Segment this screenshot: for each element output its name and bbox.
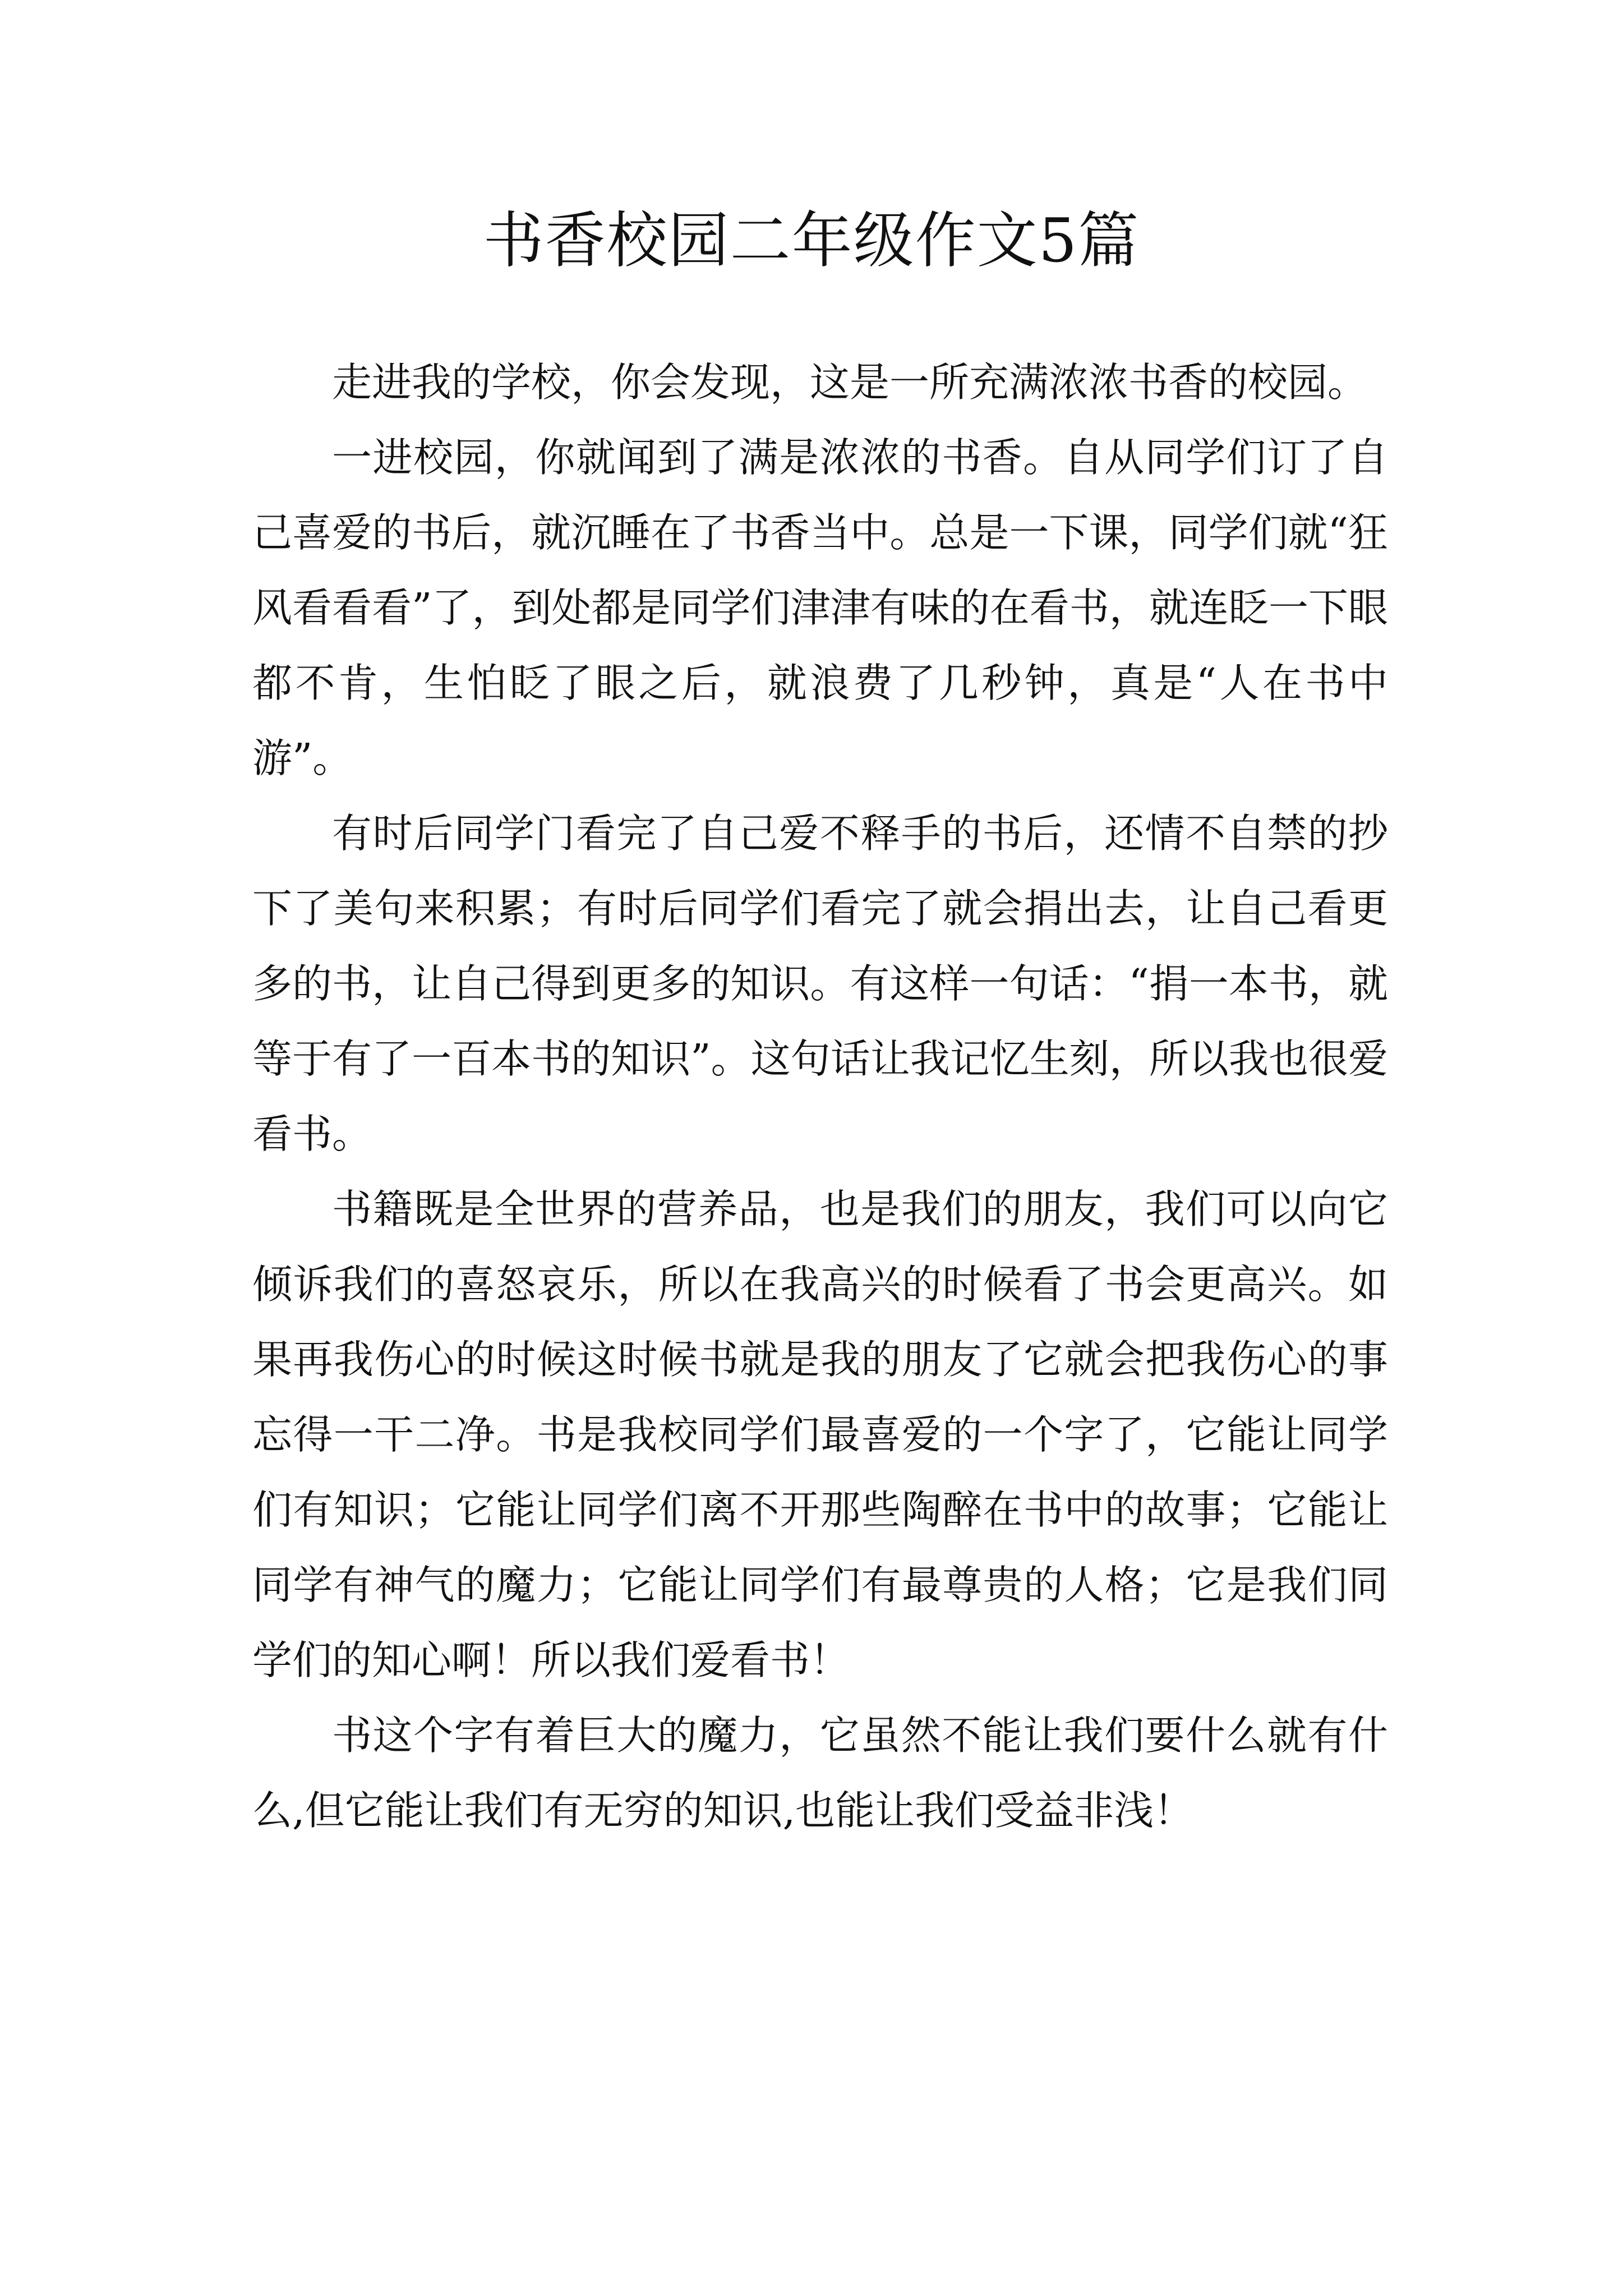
document-body — [252, 345, 1388, 1848]
document-title: 书香校园二年级作文5篇 — [483, 206, 1140, 276]
paragraph-2: 一进校园，你就闻到了满是浓浓的书香。自从同学们订了自己喜爱的书后，就沉睡在了书香当中。总是一下课，同学们就“狂风看看看”了，到处都是同学们津津有味的在看书，就连眨一下眼都不肯，生怕眨了眼之后，就浪费了几秒钟，真是“人在书中游”。 — [252, 434, 1388, 781]
paragraph-1: 走进我的学校，你会发现，这是一所充满浓浓书香的校园。 — [332, 359, 1368, 406]
paragraph-3: 有时后同学门看完了自己爱不释手的书后，还情不自禁的抄下了美句来积累；有时后同学们看完了就会捐出去，让自己看更多的书，让自己得到更多的知识。有这样一句话：“捐一本书，就等于有了一百本书的知识”。这句话让我记忆生刻，所以我也很爱看书。 — [252, 810, 1388, 1157]
paragraph-5: 书这个字有着巨大的魔力，它虽然不能让我们要什么就有什么,但它能让我们有无穷的知识,也能让我们受益非浅！ — [252, 1712, 1388, 1834]
paragraph-4: 书籍既是全世界的营养品，也是我们的朋友，我们可以向它倾诉我们的喜怒哀乐，所以在我高兴的时候看了书会更高兴。如果再我伤心的时候这时候书就是我的朋友了它就会把我伤心的事忘得一干二净。书是我校同学们最喜爱的一个字了，它能让同学们有知识；它能让同学们离不开那些陶醉在书中的故事；它能让同学有神气的魔力；它能让同学们有最尊贵的人格；它是我们同学们的知心啊！所以我们爱看书！ — [252, 1186, 1388, 1683]
